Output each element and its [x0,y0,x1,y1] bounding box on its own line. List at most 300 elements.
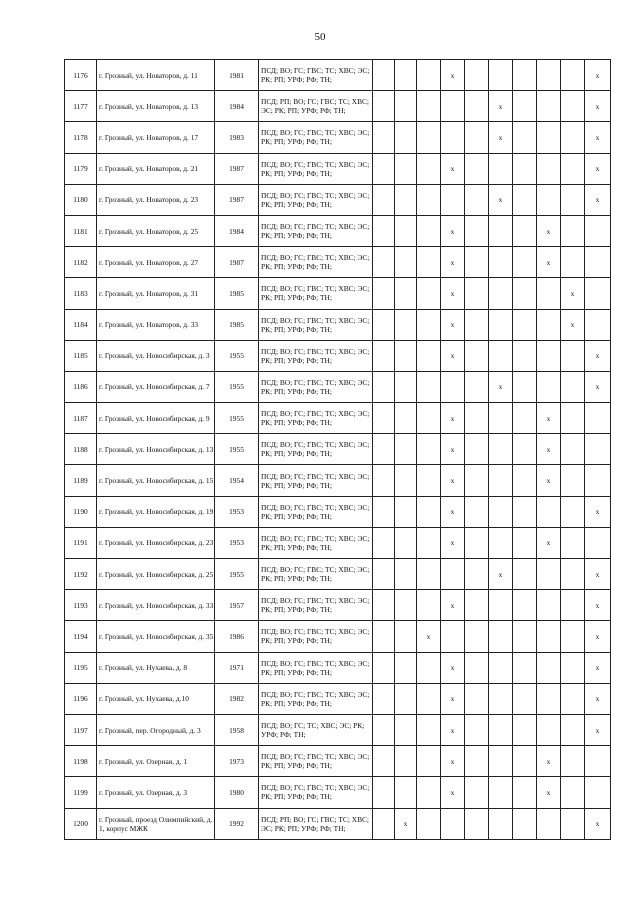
year-built-cell: 1958 [215,714,259,745]
row-number: 1198 [65,746,97,777]
period-mark-cell [489,153,513,184]
table-row [65,527,611,558]
table-row [65,153,611,184]
period-mark-cell [585,403,611,434]
period-mark-cell [489,215,513,246]
period-mark-cell [537,621,561,652]
period-mark-cell [537,559,561,590]
period-mark-cell: х [585,184,611,215]
period-mark-cell [561,465,585,496]
period-mark-cell [465,714,489,745]
period-mark-cell [417,60,441,91]
period-mark-cell [489,60,513,91]
period-mark-cell [395,465,417,496]
period-mark-cell [441,808,465,839]
period-mark-cell: х [537,403,561,434]
period-mark-cell [395,247,417,278]
address-cell: г. Грозный, ул. Новаторов, д. 27 [97,247,215,278]
period-mark-cell: х [585,714,611,745]
period-mark-cell [561,434,585,465]
row-number: 1191 [65,527,97,558]
period-mark-cell: х [585,683,611,714]
address-cell: г. Грозный, ул. Новаторов, д. 21 [97,153,215,184]
period-mark-cell [373,309,395,340]
period-mark-cell [561,371,585,402]
period-mark-cell [417,559,441,590]
work-types-cell: ПСД; ВО; ГС; ГВС; ТС; ХВС; ЭС; РК; РП; УРФ; РФ; ТН; [259,403,373,434]
row-number: 1183 [65,278,97,309]
year-built-cell: 1985 [215,309,259,340]
period-mark-cell [489,714,513,745]
period-mark-cell: х [585,652,611,683]
period-mark-cell [395,153,417,184]
table-row [65,777,611,808]
work-types-cell: ПСД; ВО; ГС; ГВС; ТС; ХВС; ЭС; РК; РП; УРФ; РФ; ТН; [259,590,373,621]
period-mark-cell [561,60,585,91]
period-mark-cell [417,496,441,527]
period-mark-cell: х [537,465,561,496]
row-number: 1182 [65,247,97,278]
period-mark-cell: х [441,683,465,714]
period-mark-cell: х [585,590,611,621]
period-mark-cell: х [537,215,561,246]
period-mark-cell [585,215,611,246]
period-mark-cell [537,683,561,714]
year-built-cell: 1986 [215,621,259,652]
address-cell: г. Грозный, ул. Новосибирская, д. 35 [97,621,215,652]
period-mark-cell: х [441,340,465,371]
period-mark-cell [513,621,537,652]
period-mark-cell [537,496,561,527]
period-mark-cell [417,91,441,122]
period-mark-cell [585,434,611,465]
period-mark-cell [465,278,489,309]
table-row [65,403,611,434]
period-mark-cell [395,559,417,590]
period-mark-cell [395,340,417,371]
year-built-cell: 1984 [215,215,259,246]
period-mark-cell [561,340,585,371]
period-mark-cell [561,91,585,122]
period-mark-cell [373,60,395,91]
row-number: 1176 [65,60,97,91]
period-mark-cell: х [537,527,561,558]
table-row [65,184,611,215]
period-mark-cell: х [537,247,561,278]
period-mark-cell [513,122,537,153]
period-mark-cell [489,621,513,652]
period-mark-cell [489,403,513,434]
period-mark-cell [561,247,585,278]
table-row [65,91,611,122]
address-cell: г. Грозный, проезд Олимпийский, д. 1, корпус МЖК [97,808,215,839]
period-mark-cell [537,652,561,683]
row-number: 1193 [65,590,97,621]
row-number: 1180 [65,184,97,215]
address-cell: г. Грозный, ул. Новосибирская, д. 7 [97,371,215,402]
period-mark-cell: х [441,215,465,246]
table-row [65,808,611,839]
table-row [65,465,611,496]
period-mark-cell [513,465,537,496]
period-mark-cell [513,91,537,122]
row-number: 1179 [65,153,97,184]
work-types-cell: ПСД; ВО; ГС; ГВС; ТС; ХВС; ЭС; РК; РП; УРФ; РФ; ТН; [259,496,373,527]
period-mark-cell [395,309,417,340]
work-types-cell: ПСД; ВО; ГС; ГВС; ТС; ХВС; ЭС; РК; РП; УРФ; РФ; ТН; [259,621,373,652]
period-mark-cell [585,527,611,558]
address-cell: г. Грозный, ул. Новаторов, д. 23 [97,184,215,215]
period-mark-cell: х [585,496,611,527]
work-types-cell: ПСД; ВО; ГС; ГВС; ТС; ХВС; ЭС; РК; РП; УРФ; РФ; ТН; [259,60,373,91]
period-mark-cell [513,309,537,340]
period-mark-cell [465,496,489,527]
period-mark-cell: х [585,340,611,371]
period-mark-cell [513,247,537,278]
period-mark-cell [465,60,489,91]
row-number: 1185 [65,340,97,371]
period-mark-cell [417,746,441,777]
year-built-cell: 1985 [215,278,259,309]
year-built-cell: 1955 [215,371,259,402]
period-mark-cell [417,683,441,714]
table-row [65,247,611,278]
period-mark-cell [395,590,417,621]
period-mark-cell [513,527,537,558]
period-mark-cell: х [489,371,513,402]
period-mark-cell [417,309,441,340]
period-mark-cell [417,153,441,184]
table-row [65,340,611,371]
period-mark-cell [585,309,611,340]
table-row [65,746,611,777]
period-mark-cell: х [441,496,465,527]
period-mark-cell: х [441,309,465,340]
period-mark-cell [585,777,611,808]
period-mark-cell [417,247,441,278]
year-built-cell: 1987 [215,247,259,278]
period-mark-cell [373,621,395,652]
period-mark-cell: х [489,184,513,215]
period-mark-cell [537,153,561,184]
period-mark-cell [373,434,395,465]
address-cell: г. Грозный, ул. Новаторов, д. 25 [97,215,215,246]
period-mark-cell: х [395,808,417,839]
address-cell: г. Грозный, ул. Новосибирская, д. 3 [97,340,215,371]
period-mark-cell: х [585,122,611,153]
period-mark-cell [465,184,489,215]
period-mark-cell [373,184,395,215]
period-mark-cell [537,184,561,215]
period-mark-cell [489,278,513,309]
row-number: 1181 [65,215,97,246]
period-mark-cell [395,371,417,402]
period-mark-cell [395,278,417,309]
period-mark-cell: х [441,153,465,184]
period-mark-cell [417,714,441,745]
period-mark-cell [373,403,395,434]
table-row [65,371,611,402]
year-built-cell: 1954 [215,465,259,496]
work-types-cell: ПСД; ВО; ГС; ГВС; ТС; ХВС; ЭС; РК; РП; УРФ; РФ; ТН; [259,215,373,246]
address-cell: г. Грозный, ул. Озерная, д. 3 [97,777,215,808]
period-mark-cell [373,247,395,278]
period-mark-cell [513,278,537,309]
period-mark-cell [513,215,537,246]
row-number: 1195 [65,652,97,683]
period-mark-cell: х [441,278,465,309]
work-types-cell: ПСД; ВО; ГС; ГВС; ТС; ХВС; ЭС; РК; РП; УРФ; РФ; ТН; [259,746,373,777]
period-mark-cell [417,808,441,839]
year-built-cell: 1987 [215,184,259,215]
period-mark-cell [465,590,489,621]
work-types-cell: ПСД; РП; ВО; ГС; ГВС; ТС; ХВС; ЭС; РК; РП; УРФ; РФ; ТН; [259,91,373,122]
year-built-cell: 1984 [215,91,259,122]
period-mark-cell [561,527,585,558]
period-mark-cell [373,496,395,527]
year-built-cell: 1955 [215,434,259,465]
period-mark-cell [537,278,561,309]
period-mark-cell [489,590,513,621]
period-mark-cell [561,590,585,621]
address-cell: г. Грозный, ул. Новосибирская, д. 9 [97,403,215,434]
period-mark-cell: х [441,714,465,745]
period-mark-cell: х [561,309,585,340]
year-built-cell: 1955 [215,559,259,590]
period-mark-cell [489,808,513,839]
period-mark-cell: х [585,91,611,122]
work-types-cell: ПСД; ВО; ГС; ГВС; ТС; ХВС; ЭС; РК; РП; УРФ; РФ; ТН; [259,153,373,184]
period-mark-cell [489,309,513,340]
row-number: 1187 [65,403,97,434]
table-row [65,434,611,465]
period-mark-cell [513,434,537,465]
period-mark-cell [395,527,417,558]
work-types-cell: ПСД; ВО; ГС; ГВС; ТС; ХВС; ЭС; РК; РП; УРФ; РФ; ТН; [259,247,373,278]
row-number: 1199 [65,777,97,808]
period-mark-cell: х [441,60,465,91]
table-row [65,559,611,590]
address-cell: г. Грозный, ул. Озерная, д. 1 [97,746,215,777]
period-mark-cell [417,215,441,246]
period-mark-cell [465,434,489,465]
period-mark-cell [561,215,585,246]
year-built-cell: 1982 [215,683,259,714]
period-mark-cell [465,621,489,652]
period-mark-cell: х [441,434,465,465]
period-mark-cell [561,714,585,745]
address-cell: г. Грозный, ул. Новаторов, д. 11 [97,60,215,91]
period-mark-cell [373,746,395,777]
address-cell: г. Грозный, ул. Новосибирская, д. 25 [97,559,215,590]
address-cell: г. Грозный, ул. Новосибирская, д. 15 [97,465,215,496]
work-types-cell: ПСД; ВО; ГС; ГВС; ТС; ХВС; ЭС; РК; РП; УРФ; РФ; ТН; [259,652,373,683]
period-mark-cell: х [489,559,513,590]
period-mark-cell [513,153,537,184]
year-built-cell: 1973 [215,746,259,777]
period-mark-cell: х [441,247,465,278]
period-mark-cell [513,714,537,745]
period-mark-cell: х [561,278,585,309]
period-mark-cell [513,403,537,434]
row-number: 1196 [65,683,97,714]
row-number: 1186 [65,371,97,402]
period-mark-cell [465,746,489,777]
period-mark-cell [417,777,441,808]
work-types-cell: ПСД; ВО; ГС; ГВС; ТС; ХВС; ЭС; РК; РП; УРФ; РФ; ТН; [259,527,373,558]
period-mark-cell [561,122,585,153]
table-row [65,683,611,714]
period-mark-cell [489,340,513,371]
period-mark-cell [373,215,395,246]
period-mark-cell [465,403,489,434]
period-mark-cell [441,91,465,122]
row-number: 1190 [65,496,97,527]
period-mark-cell [395,777,417,808]
period-mark-cell: х [537,777,561,808]
period-mark-cell [395,91,417,122]
period-mark-cell [489,777,513,808]
address-cell: г. Грозный, ул. Новаторов, д. 31 [97,278,215,309]
period-mark-cell: х [441,652,465,683]
year-built-cell: 1983 [215,122,259,153]
address-cell: г. Грозный, ул. Новаторов, д. 33 [97,309,215,340]
period-mark-cell [537,590,561,621]
address-cell: г. Грозный, ул. Нухаева, д.10 [97,683,215,714]
period-mark-cell [561,777,585,808]
period-mark-cell [417,340,441,371]
period-mark-cell [465,153,489,184]
period-mark-cell [561,403,585,434]
period-mark-cell [465,340,489,371]
table-row [65,122,611,153]
period-mark-cell [373,683,395,714]
row-number: 1200 [65,808,97,839]
period-mark-cell [561,184,585,215]
period-mark-cell [489,496,513,527]
period-mark-cell [465,91,489,122]
year-built-cell: 1957 [215,590,259,621]
work-types-cell: ПСД; ВО; ГС; ТС; ХВС; ЭС; РК; УРФ; РФ; ТН; [259,714,373,745]
period-mark-cell [537,91,561,122]
period-mark-cell [441,559,465,590]
row-number: 1194 [65,621,97,652]
period-mark-cell [513,808,537,839]
period-mark-cell: х [585,153,611,184]
period-mark-cell [373,91,395,122]
period-mark-cell: х [441,403,465,434]
period-mark-cell [373,153,395,184]
period-mark-cell [465,559,489,590]
address-cell: г. Грозный, ул. Новосибирская, д. 33 [97,590,215,621]
work-types-cell: ПСД; ВО; ГС; ГВС; ТС; ХВС; ЭС; РК; РП; УРФ; РФ; ТН; [259,559,373,590]
period-mark-cell [373,371,395,402]
period-mark-cell: х [585,808,611,839]
period-mark-cell: х [441,746,465,777]
period-mark-cell [465,808,489,839]
period-mark-cell [513,590,537,621]
period-mark-cell [395,683,417,714]
table-row [65,215,611,246]
period-mark-cell [513,371,537,402]
period-mark-cell [417,122,441,153]
period-mark-cell [561,652,585,683]
period-mark-cell [537,340,561,371]
period-mark-cell [537,60,561,91]
period-mark-cell: х [441,527,465,558]
year-built-cell: 1987 [215,153,259,184]
period-mark-cell: х [489,91,513,122]
period-mark-cell [489,683,513,714]
period-mark-cell [373,340,395,371]
period-mark-cell [441,184,465,215]
period-mark-cell [465,683,489,714]
period-mark-cell [373,527,395,558]
work-types-cell: ПСД; ВО; ГС; ГВС; ТС; ХВС; ЭС; РК; РП; УРФ; РФ; ТН; [259,340,373,371]
row-number: 1189 [65,465,97,496]
period-mark-cell [561,683,585,714]
table-row [65,621,611,652]
period-mark-cell [395,434,417,465]
period-mark-cell [561,621,585,652]
period-mark-cell [417,652,441,683]
period-mark-cell: х [441,590,465,621]
period-mark-cell: х [585,60,611,91]
period-mark-cell [513,60,537,91]
period-mark-cell [537,309,561,340]
year-built-cell: 1953 [215,527,259,558]
period-mark-cell: х [585,559,611,590]
period-mark-cell [585,247,611,278]
period-mark-cell [395,746,417,777]
period-mark-cell [561,746,585,777]
period-mark-cell [465,215,489,246]
work-types-cell: ПСД; ВО; ГС; ГВС; ТС; ХВС; ЭС; РК; РП; УРФ; РФ; ТН; [259,683,373,714]
period-mark-cell [489,746,513,777]
year-built-cell: 1971 [215,652,259,683]
period-mark-cell [513,184,537,215]
address-cell: г. Грозный, ул. Нухаева, д. 8 [97,652,215,683]
address-cell: г. Грозный, ул. Новосибирская, д. 23 [97,527,215,558]
period-mark-cell [395,184,417,215]
row-number: 1197 [65,714,97,745]
period-mark-cell: х [441,465,465,496]
period-mark-cell [373,278,395,309]
period-mark-cell [373,590,395,621]
period-mark-cell [373,465,395,496]
period-mark-cell [395,122,417,153]
work-types-cell: ПСД; ВО; ГС; ГВС; ТС; ХВС; ЭС; РК; РП; УРФ; РФ; ТН; [259,122,373,153]
period-mark-cell [537,122,561,153]
period-mark-cell [395,652,417,683]
table-row [65,60,611,91]
period-mark-cell [417,465,441,496]
period-mark-cell: х [537,434,561,465]
work-types-cell: ПСД; ВО; ГС; ГВС; ТС; ХВС; ЭС; РК; РП; УРФ; РФ; ТН; [259,465,373,496]
period-mark-cell [441,122,465,153]
year-built-cell: 1953 [215,496,259,527]
period-mark-cell [537,808,561,839]
row-number: 1192 [65,559,97,590]
period-mark-cell [465,465,489,496]
work-types-cell: ПСД; ВО; ГС; ГВС; ТС; ХВС; ЭС; РК; РП; УРФ; РФ; ТН; [259,278,373,309]
period-mark-cell [373,777,395,808]
address-cell: г. Грозный, ул. Новаторов, д. 17 [97,122,215,153]
row-number: 1178 [65,122,97,153]
address-cell: г. Грозный, ул. Новосибирская, д. 13 [97,434,215,465]
period-mark-cell [513,652,537,683]
period-mark-cell [489,652,513,683]
